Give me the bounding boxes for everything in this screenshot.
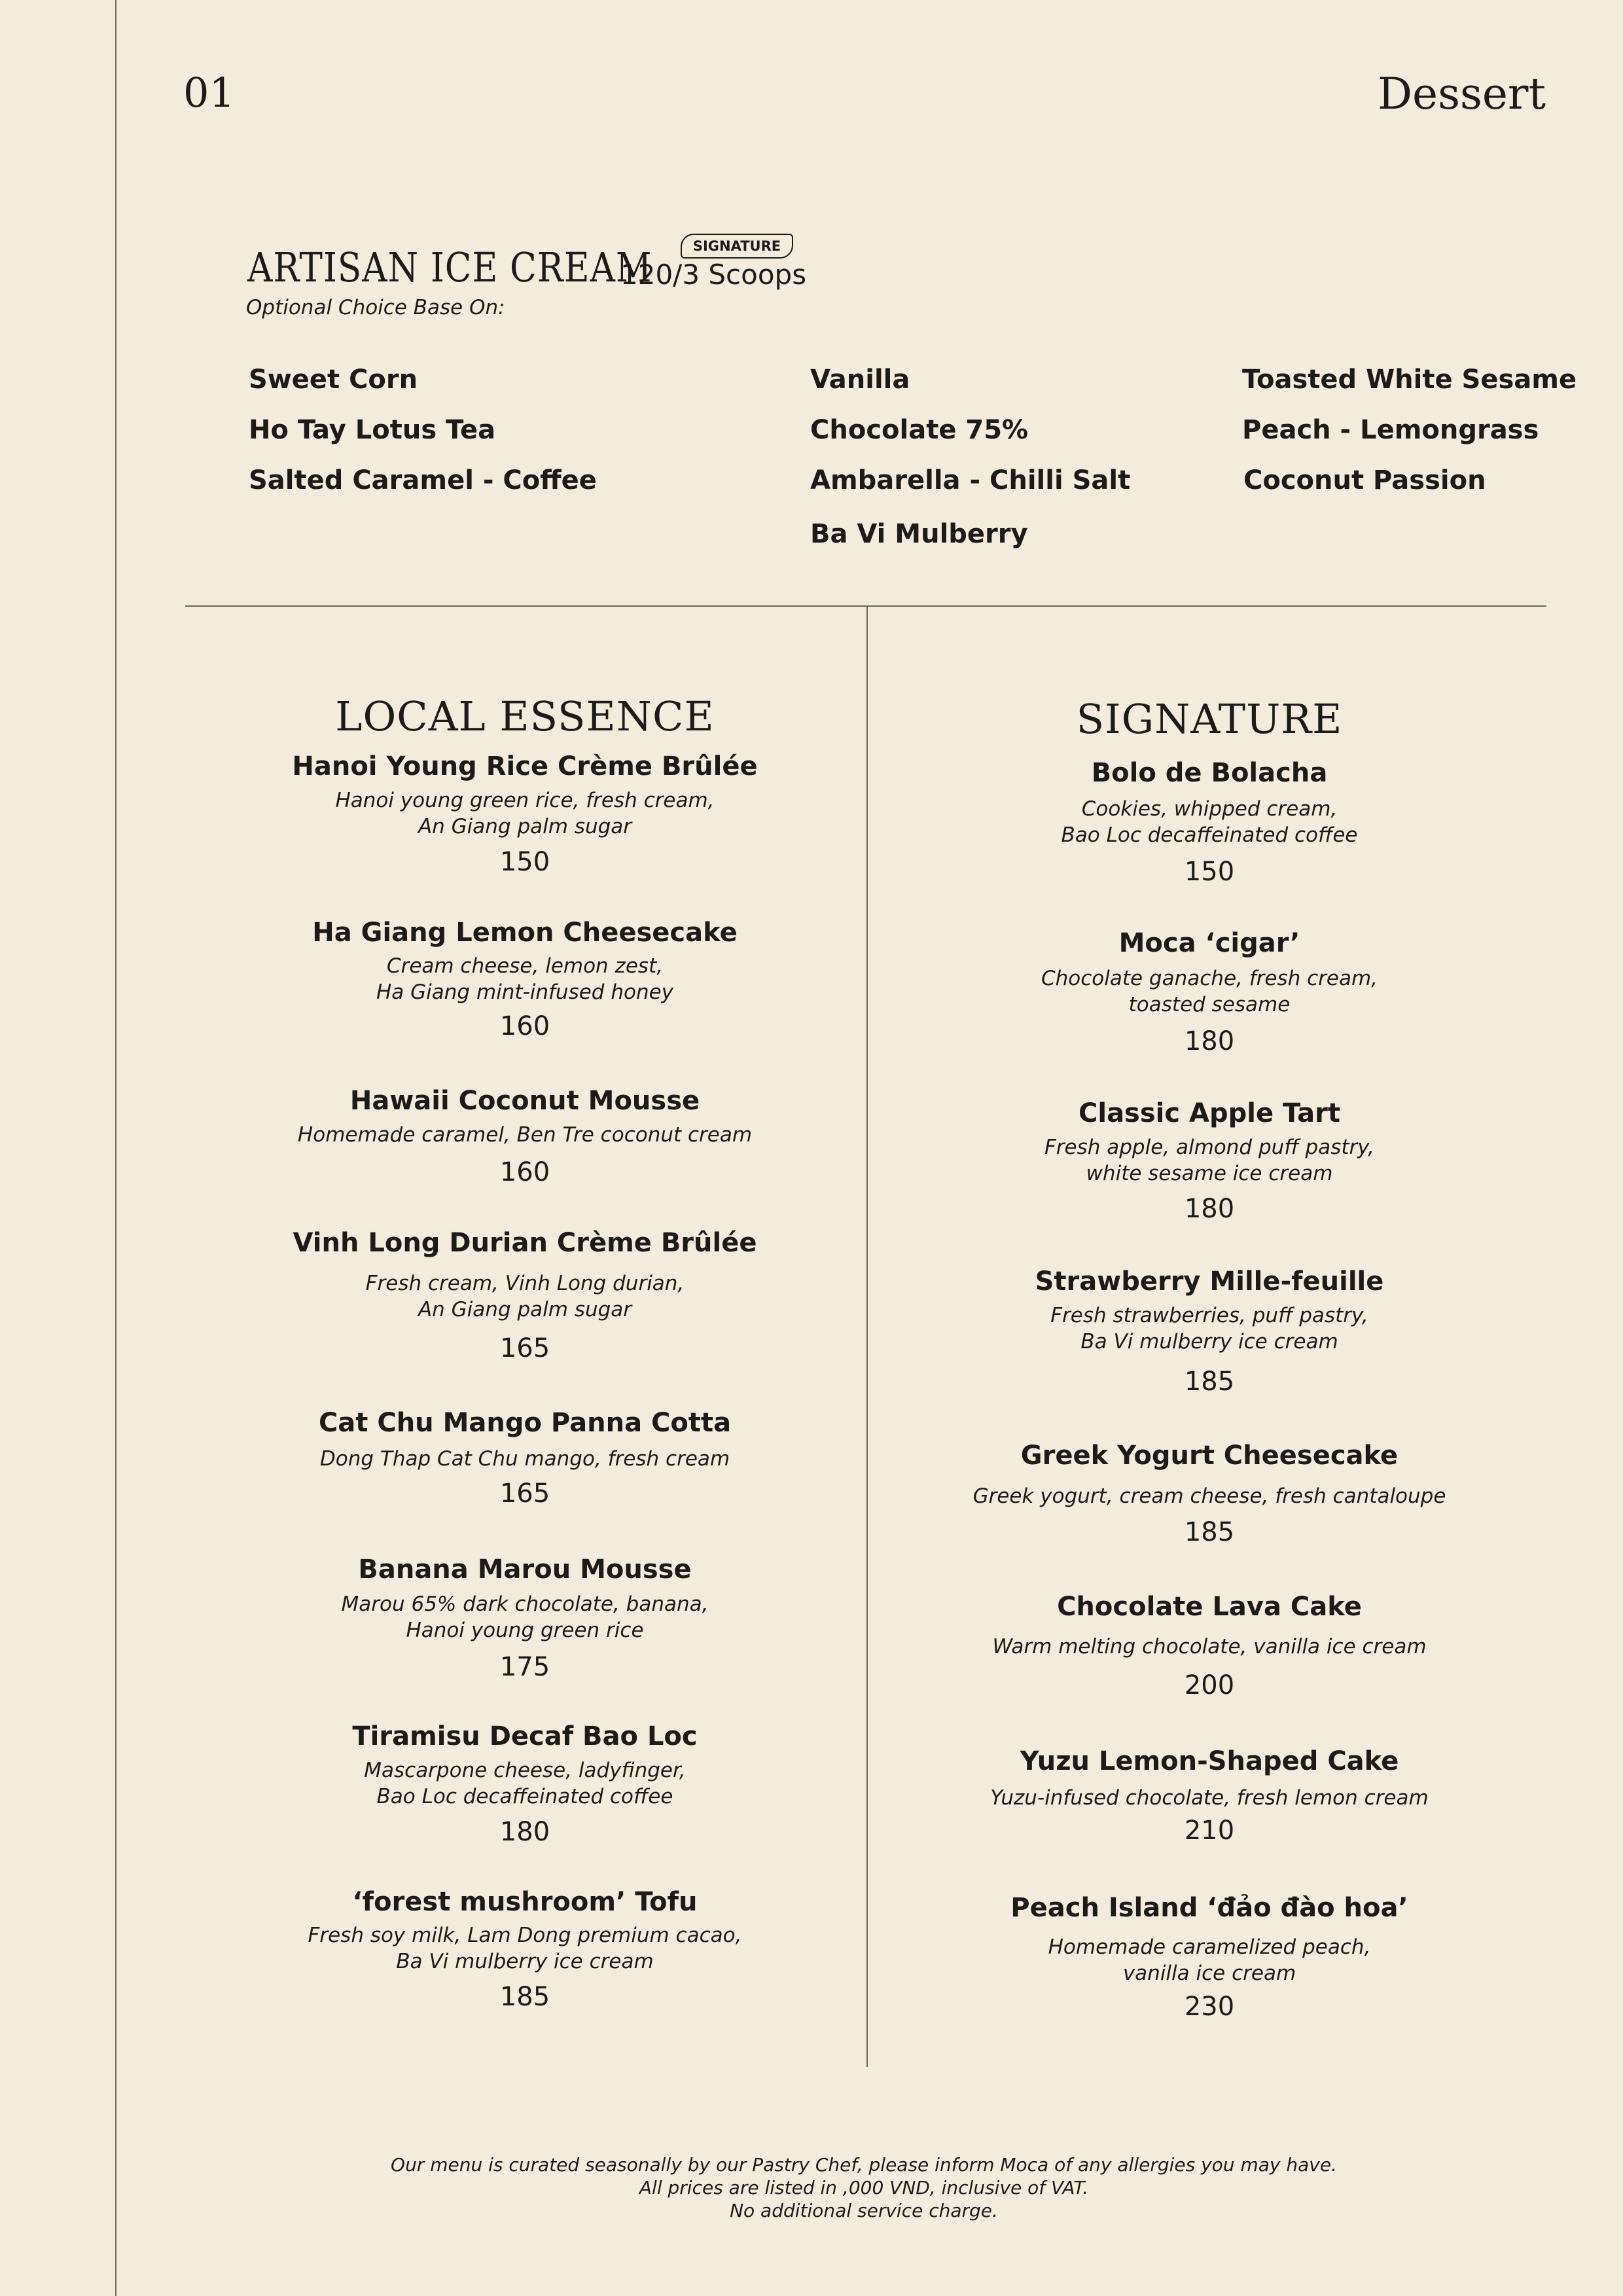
- footer-note: Our menu is curated seasonally by our Pastry Chef, please inform Moca of any allergies you may have.: [391, 2154, 1337, 2176]
- menu-item-desc: An Giang palm sugar: [418, 1298, 632, 1321]
- menu-item-name: Moca ‘cigar’: [1118, 928, 1300, 958]
- menu-item-price: 185: [1184, 1517, 1235, 1547]
- flavor-item: Ba Vi Mulberry: [810, 519, 1028, 549]
- menu-item-desc: Bao Loc decaffeinated coffee: [1061, 823, 1358, 847]
- ice-cream-subtitle: Optional Choice Base On:: [246, 296, 505, 319]
- menu-item-price: 180: [499, 1817, 550, 1847]
- menu-item-price: 175: [499, 1652, 550, 1682]
- menu-item-name: Bolo de Bolacha: [1091, 758, 1328, 788]
- flavor-item: Vanilla: [810, 365, 910, 395]
- menu-item-name: Strawberry Mille-feuille: [1035, 1266, 1384, 1297]
- page-number: 01: [183, 69, 235, 117]
- menu-item-desc: Ba Vi mulberry ice cream: [1080, 1330, 1338, 1354]
- menu-item-desc: Fresh strawberries, puff pastry,: [1050, 1304, 1368, 1327]
- menu-item-price: 160: [499, 1157, 550, 1187]
- footer-note: No additional service charge.: [730, 2200, 998, 2221]
- flavor-item: Salted Caramel - Coffee: [249, 465, 597, 495]
- menu-item-desc: Yuzu-infused chocolate, fresh lemon cream: [990, 1786, 1429, 1810]
- menu-item-price: 185: [1184, 1367, 1235, 1397]
- menu-item-desc: Cream cheese, lemon zest,: [386, 954, 664, 978]
- menu-item-price: 165: [499, 1479, 550, 1509]
- menu-item-price: 165: [499, 1333, 550, 1363]
- menu-item-desc: Bao Loc decaffeinated coffee: [376, 1785, 673, 1808]
- menu-item-desc: Warm melting chocolate, vanilla ice cream: [992, 1635, 1427, 1659]
- flavor-item: Coconut Passion: [1243, 465, 1486, 495]
- menu-item-name: Vinh Long Durian Crème Brûlée: [293, 1228, 757, 1258]
- menu-item-name: Yuzu Lemon-Shaped Cake: [1020, 1746, 1399, 1776]
- menu-item-desc: Fresh soy milk, Lam Dong premium cacao,: [308, 1924, 742, 1947]
- menu-item-desc: vanilla ice cream: [1122, 1962, 1296, 1985]
- left-margin-rule: [115, 0, 116, 2296]
- ice-cream-title: ARTISAN ICE CREAM: [247, 243, 652, 291]
- flavor-item: Peach - Lemongrass: [1242, 415, 1539, 445]
- menu-item-name: Classic Apple Tart: [1079, 1098, 1340, 1128]
- menu-item-name: Greek Yogurt Cheesecake: [1020, 1441, 1399, 1471]
- flavor-item: Sweet Corn: [249, 365, 418, 395]
- menu-item-price: 185: [499, 1982, 550, 2012]
- flavor-item: Chocolate 75%: [810, 415, 1029, 445]
- menu-item-desc: Homemade caramelized peach,: [1048, 1935, 1371, 1959]
- section-divider: [185, 605, 1546, 607]
- menu-item-price: 200: [1184, 1670, 1235, 1700]
- flavor-item: Toasted White Sesame: [1242, 365, 1577, 395]
- flavor-item: Ambarella - Chilli Salt: [810, 465, 1131, 495]
- menu-item-desc: Hanoi young green rice: [406, 1619, 644, 1642]
- ice-cream-price: 120/3 Scoops: [620, 259, 807, 291]
- page-title: Dessert: [1378, 69, 1546, 119]
- menu-item-price: 150: [1184, 857, 1235, 887]
- menu-item-desc: Fresh cream, Vinh Long durian,: [365, 1272, 685, 1295]
- local-essence-title: LOCAL ESSENCE: [335, 692, 715, 740]
- menu-item-name: Ha Giang Lemon Cheesecake: [312, 918, 738, 948]
- menu-item-desc: Chocolate ganache, fresh cream,: [1041, 967, 1378, 990]
- menu-item-name: ‘forest mushroom’ Tofu: [352, 1887, 698, 1917]
- menu-item-name: Hanoi Young Rice Crème Brûlée: [292, 751, 758, 781]
- signature-section-title: SIGNATURE: [1076, 695, 1343, 743]
- menu-item-price: 180: [1184, 1194, 1235, 1224]
- menu-item-price: 230: [1184, 1992, 1235, 2022]
- flavor-item: Ho Tay Lotus Tea: [249, 415, 496, 445]
- menu-item-desc: Ba Vi mulberry ice cream: [396, 1950, 654, 1973]
- menu-item-desc: An Giang palm sugar: [418, 815, 632, 838]
- menu-item-name: Chocolate Lava Cake: [1057, 1592, 1362, 1622]
- menu-item-price: 210: [1184, 1816, 1235, 1846]
- menu-item-name: Hawaii Coconut Mousse: [349, 1086, 700, 1116]
- menu-item-desc: Fresh apple, almond puff pastry,: [1044, 1136, 1375, 1159]
- menu-item-name: Tiramisu Decaf Bao Loc: [352, 1721, 698, 1751]
- menu-item-desc: Greek yogurt, cream cheese, fresh cantaloupe: [972, 1484, 1446, 1508]
- menu-item-price: 180: [1184, 1026, 1235, 1056]
- menu-item-desc: Hanoi young green rice, fresh cream,: [335, 789, 715, 812]
- menu-item-desc: toasted sesame: [1128, 993, 1291, 1016]
- menu-item-desc: Ha Giang mint-infused honey: [376, 980, 674, 1004]
- menu-item-desc: white sesame ice cream: [1086, 1162, 1333, 1185]
- signature-badge: SIGNATURE: [681, 234, 793, 259]
- menu-item-desc: Mascarpone cheese, ladyfinger,: [364, 1759, 686, 1782]
- column-divider: [866, 606, 868, 2067]
- menu-item-price: 160: [499, 1011, 550, 1041]
- menu-item-desc: Cookies, whipped cream,: [1081, 797, 1338, 821]
- menu-item-desc: Dong Thap Cat Chu mango, fresh cream: [319, 1447, 730, 1471]
- footer-note: All prices are listed in ,000 VND, inclusive of VAT.: [639, 2177, 1089, 2198]
- menu-item-name: Cat Chu Mango Panna Cotta: [318, 1408, 732, 1438]
- menu-item-name: Banana Marou Mousse: [358, 1554, 692, 1585]
- menu-item-desc: Homemade caramel, Ben Tre coconut cream: [297, 1123, 753, 1147]
- menu-item-name: Peach Island ‘đảo đào hoa’: [1010, 1893, 1408, 1923]
- menu-item-desc: Marou 65% dark chocolate, banana,: [341, 1592, 709, 1616]
- menu-item-price: 150: [499, 847, 550, 877]
